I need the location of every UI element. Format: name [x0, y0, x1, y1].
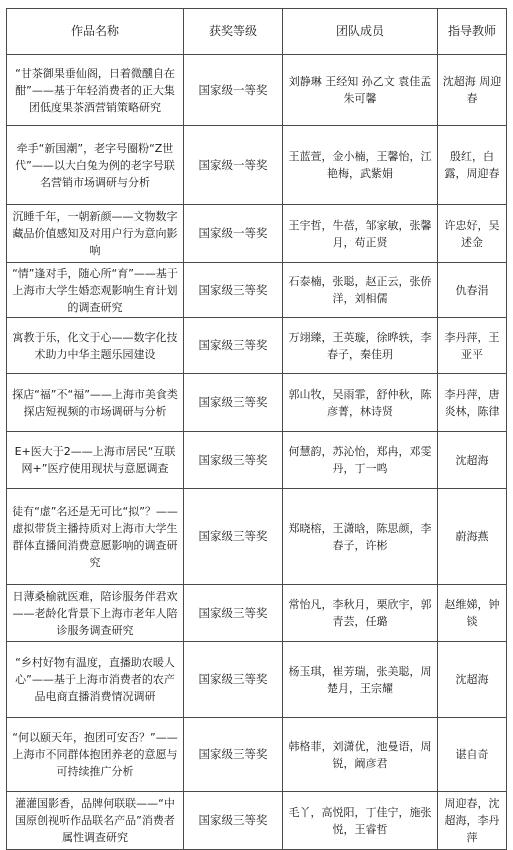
- cell-award: 国家级三等奖: [184, 432, 283, 489]
- header-award: 获奖等级: [184, 9, 283, 55]
- cell-members: 石泰楠，张聪，赵正云，张侨洋，刘相儒: [283, 263, 438, 318]
- cell-advisor: 蔚海燕: [438, 489, 507, 585]
- header-members: 团队成员: [283, 9, 438, 55]
- cell-members: 何慧韵，苏沁怡，郑冉，邓雯丹，丁一鸣: [283, 432, 438, 489]
- table-row: [7, 205, 507, 263]
- cell-title: 寓教于乐，化文于心——数字化技术助力中华主题乐园建设: [7, 318, 184, 374]
- cell-award: 国家级三等奖: [184, 489, 283, 585]
- cell-members: 韩格菲，刘潇优，池曼语，周锐，阚彦君: [283, 718, 438, 792]
- cell-advisor: 殷红，白露，周迎春: [438, 126, 507, 205]
- table-row: [7, 374, 507, 432]
- table-row: [7, 432, 507, 489]
- cell-award: 国家级一等奖: [184, 205, 283, 263]
- table-row: [7, 263, 507, 318]
- table-row: [7, 718, 507, 792]
- cell-members: 常怡凡，李秋月，栗欣宇，郭青芸，任璐: [283, 585, 438, 642]
- cell-members: 郭山牧，吴雨霏，舒仲秋，陈彦菁，林诗贤: [283, 374, 438, 432]
- cell-members: 郑晓榕，王潇晗，陈思颜，李春子，许彬: [283, 489, 438, 585]
- cell-title: 沉睡千年，一朝新颜——文物数字藏品价值感知及对用户行为意向影响: [7, 205, 184, 263]
- cell-advisor: 谌自奇: [438, 718, 507, 792]
- cell-award: 国家级三等奖: [184, 318, 283, 374]
- cell-title: “情”逢对手，随心所“育”——基于上海市大学生婚恋观影响生育计划的调查研究: [7, 263, 184, 318]
- cell-members: 王宇哲，牛蓓，邹家敏，张馨月，苟正贤: [283, 205, 438, 263]
- cell-title: “乡村好物有温度，直播助农暖人心”——基于上海市消费者的农产品电商直播消费情况调研: [7, 642, 184, 718]
- cell-advisor: 沈超海: [438, 642, 507, 718]
- cell-advisor: 周迎春，沈超海，李丹萍: [438, 792, 507, 850]
- header-advisor: 指导教师: [438, 9, 507, 55]
- cell-advisor: 李丹萍，唐炎林，陈律: [438, 374, 507, 432]
- cell-award: 国家级一等奖: [184, 55, 283, 126]
- table-row: [7, 126, 507, 205]
- cell-advisor: 沈超海: [438, 432, 507, 489]
- header-title: 作品名称: [7, 9, 184, 55]
- cell-award: 国家级三等奖: [184, 263, 283, 318]
- cell-advisor: 仇春涓: [438, 263, 507, 318]
- cell-title: 徒有“虚”名还是无可比“拟”？——虚拟带货主播持质对上海市大学生群体直播间消费意愿影响的调查研究: [7, 489, 184, 585]
- cell-title: 日薄桑榆就医难，陪诊服务伴君欢——老龄化背景下上海市老年人陪诊服务调查研究: [7, 585, 184, 642]
- cell-advisor: 许忠好，吴述金: [438, 205, 507, 263]
- cell-award: 国家级三等奖: [184, 374, 283, 432]
- cell-advisor: 李丹萍，王亚平: [438, 318, 507, 374]
- cell-title: “何以颐天年，抱团可安否？”——上海市不同群体抱团养老的意愿与可持续推广分析: [7, 718, 184, 792]
- table-row: [7, 55, 507, 126]
- cell-members: 杨玉琪，崔芳瑞，张美聪，周楚月，王宗耀: [283, 642, 438, 718]
- cell-title: 灌灌国影香，品牌何联联——“中国原创视听作品联名产品”消费者属性调查研究: [7, 792, 184, 850]
- table-row: [7, 642, 507, 718]
- table-row: [7, 585, 507, 642]
- header-row: [7, 9, 507, 55]
- cell-award: 国家级三等奖: [184, 792, 283, 850]
- table-row: [7, 489, 507, 585]
- cell-advisor: 赵维娣，钟锬: [438, 585, 507, 642]
- cell-title: E+医大于2——上海市居民“互联网+”医疗使用现状与意愿调查: [7, 432, 184, 489]
- awards-table: [6, 8, 507, 850]
- cell-members: 王蓝萱，金小楠，王馨怡，江艳梅，武紫娟: [283, 126, 438, 205]
- cell-members: 刘静琳 王经知 孙乙文 袁佳孟 朱可馨: [283, 55, 438, 126]
- cell-members: 万翊臻，王英璇，徐晔轶，李春子，秦佳玥: [283, 318, 438, 374]
- cell-award: 国家级一等奖: [184, 126, 283, 205]
- cell-title: 探店“福”不“福”——上海市美食类探店短视频的市场调研与分析: [7, 374, 184, 432]
- cell-members: 毛丫，高悦阳，丁佳宁，施张悦，王睿哲: [283, 792, 438, 850]
- cell-advisor: 沈超海 周迎春: [438, 55, 507, 126]
- cell-title: “甘茶御果垂仙阁，日着微醺自在酣”——基于年轻消费者的正大集团低度果茶酒营销策略研究: [7, 55, 184, 126]
- cell-award: 国家级三等奖: [184, 585, 283, 642]
- table-row: [7, 792, 507, 850]
- cell-title: 牵手“新国潮”，老字号圈粉“Z世代”——以大白兔为例的老字号联名营销市场调研与分析: [7, 126, 184, 205]
- cell-award: 国家级三等奖: [184, 718, 283, 792]
- awards-table-container: [6, 8, 507, 850]
- table-row: [7, 318, 507, 374]
- cell-award: 国家级三等奖: [184, 642, 283, 718]
